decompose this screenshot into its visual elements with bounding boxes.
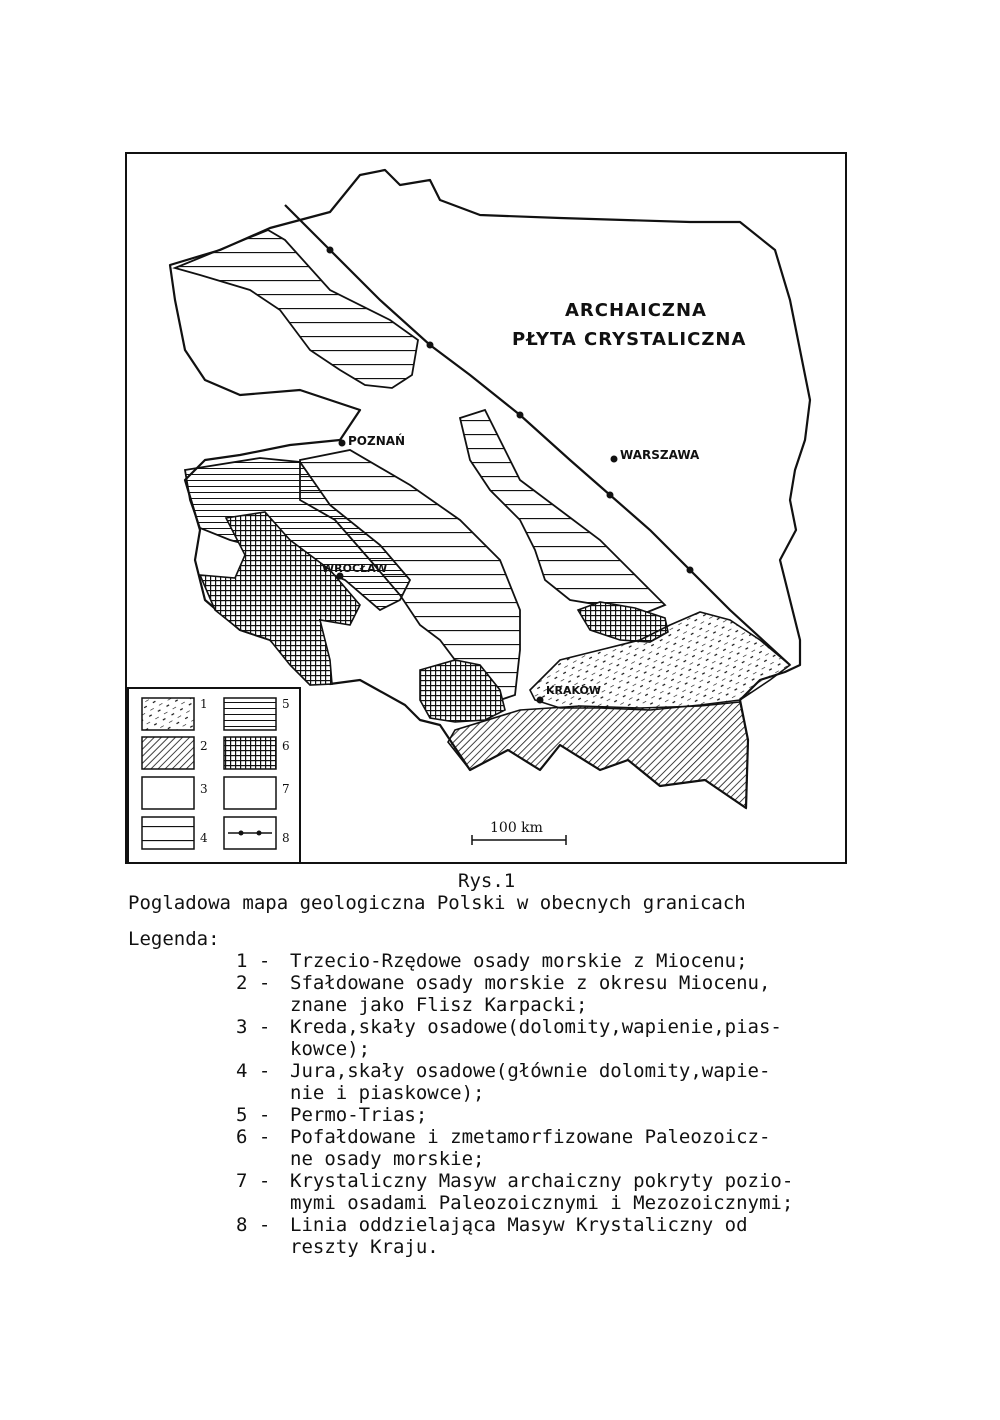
- legend-swatch-label-6: 6: [282, 739, 290, 753]
- legend-swatch-label-4: 4: [200, 831, 208, 845]
- legend-item-number: 4 -: [236, 1060, 271, 1082]
- legend-swatch-label-8: 8: [282, 831, 290, 845]
- legend-item: [236, 1104, 908, 1126]
- map-zone-carpathian-flysch: [448, 702, 748, 808]
- legend-item-text: Trzecio-Rzędowe osady morskie z Miocenu;: [290, 950, 748, 972]
- legend-swatch-1: [142, 698, 194, 730]
- legend-item-text: Permo-Trias;: [290, 1104, 428, 1126]
- legend-item-text: Sfałdowane osady morskie z okresu Miocenu, znane jako Flisz Karpacki;: [290, 972, 771, 1016]
- legend-item: [236, 950, 908, 972]
- legend-swatch-label-5: 5: [282, 697, 290, 711]
- figure-label: Rys.1: [458, 870, 516, 892]
- legend-item: [236, 1126, 908, 1170]
- map-legend-box: [128, 688, 300, 863]
- legend-item-text: Linia oddzielająca Masyw Krystaliczny od reszty Kraju.: [290, 1214, 748, 1258]
- legend-item-number: 5 -: [236, 1104, 271, 1126]
- legend-item: [236, 1060, 908, 1104]
- legend-swatch-label-7: 7: [282, 782, 290, 796]
- scale-label: 100 km: [490, 820, 543, 836]
- legend-item: [236, 1016, 908, 1060]
- city-marker-krakow: [537, 697, 544, 704]
- region-label-line2: PŁYTA CRYSTALICZNA: [512, 329, 747, 350]
- legend-item: [236, 972, 908, 1016]
- legend-swatch-7: [224, 777, 276, 809]
- city-label-krakow: KRAKÓW: [546, 684, 602, 697]
- legend-swatch-5: [224, 698, 276, 730]
- figure-title: Pogladowa mapa geologiczna Polski w obecnych granicach: [128, 892, 746, 914]
- legend-list: [128, 928, 908, 1258]
- city-label-poznan: POZNAŃ: [348, 434, 406, 448]
- map-zone-jura-north: [175, 230, 418, 388]
- legend-swatch-4: [142, 817, 194, 849]
- legend-swatch-6: [224, 737, 276, 769]
- legend-item: [236, 1170, 908, 1214]
- legend-item-text: Pofałdowane i zmetamorfizowane Paleozoicz- ne osady morskie;: [290, 1126, 771, 1170]
- legend-swatch-2: [142, 737, 194, 769]
- legend-item-number: 8 -: [236, 1214, 271, 1236]
- legend-swatch-label-2: 2: [200, 739, 208, 753]
- legend-swatch-label-1: 1: [200, 697, 208, 711]
- legend-item-number: 3 -: [236, 1016, 271, 1038]
- legend-item-number: 1 -: [236, 950, 271, 972]
- city-marker-poznan: [339, 440, 346, 447]
- legend-swatch-3: [142, 777, 194, 809]
- legend-heading: Legenda:: [128, 928, 220, 950]
- city-marker-warszawa: [611, 456, 618, 463]
- legend-item-number: 7 -: [236, 1170, 271, 1192]
- legend-item: [236, 1214, 908, 1258]
- region-label-line1: ARCHAICZNA: [565, 300, 707, 321]
- legend-swatch-label-3: 3: [200, 782, 208, 796]
- legend-item-text: Jura,skały osadowe(głównie dolomity,wapie- nie i piaskowce);: [290, 1060, 771, 1104]
- legend-item-number: 2 -: [236, 972, 271, 994]
- city-label-warszawa: WARSZAWA: [620, 448, 700, 462]
- legend-item-text: Krystaliczny Masyw archaiczny pokryty pozio- mymi osadami Paleozoicznymi i Mezozoicznymi;: [290, 1170, 794, 1214]
- legend-item-number: 6 -: [236, 1126, 271, 1148]
- city-label-wroclaw: WROCŁAW: [322, 562, 388, 575]
- legend-item-text: Kreda,skały osadowe(dolomity,wapienie,pias- kowce);: [290, 1016, 782, 1060]
